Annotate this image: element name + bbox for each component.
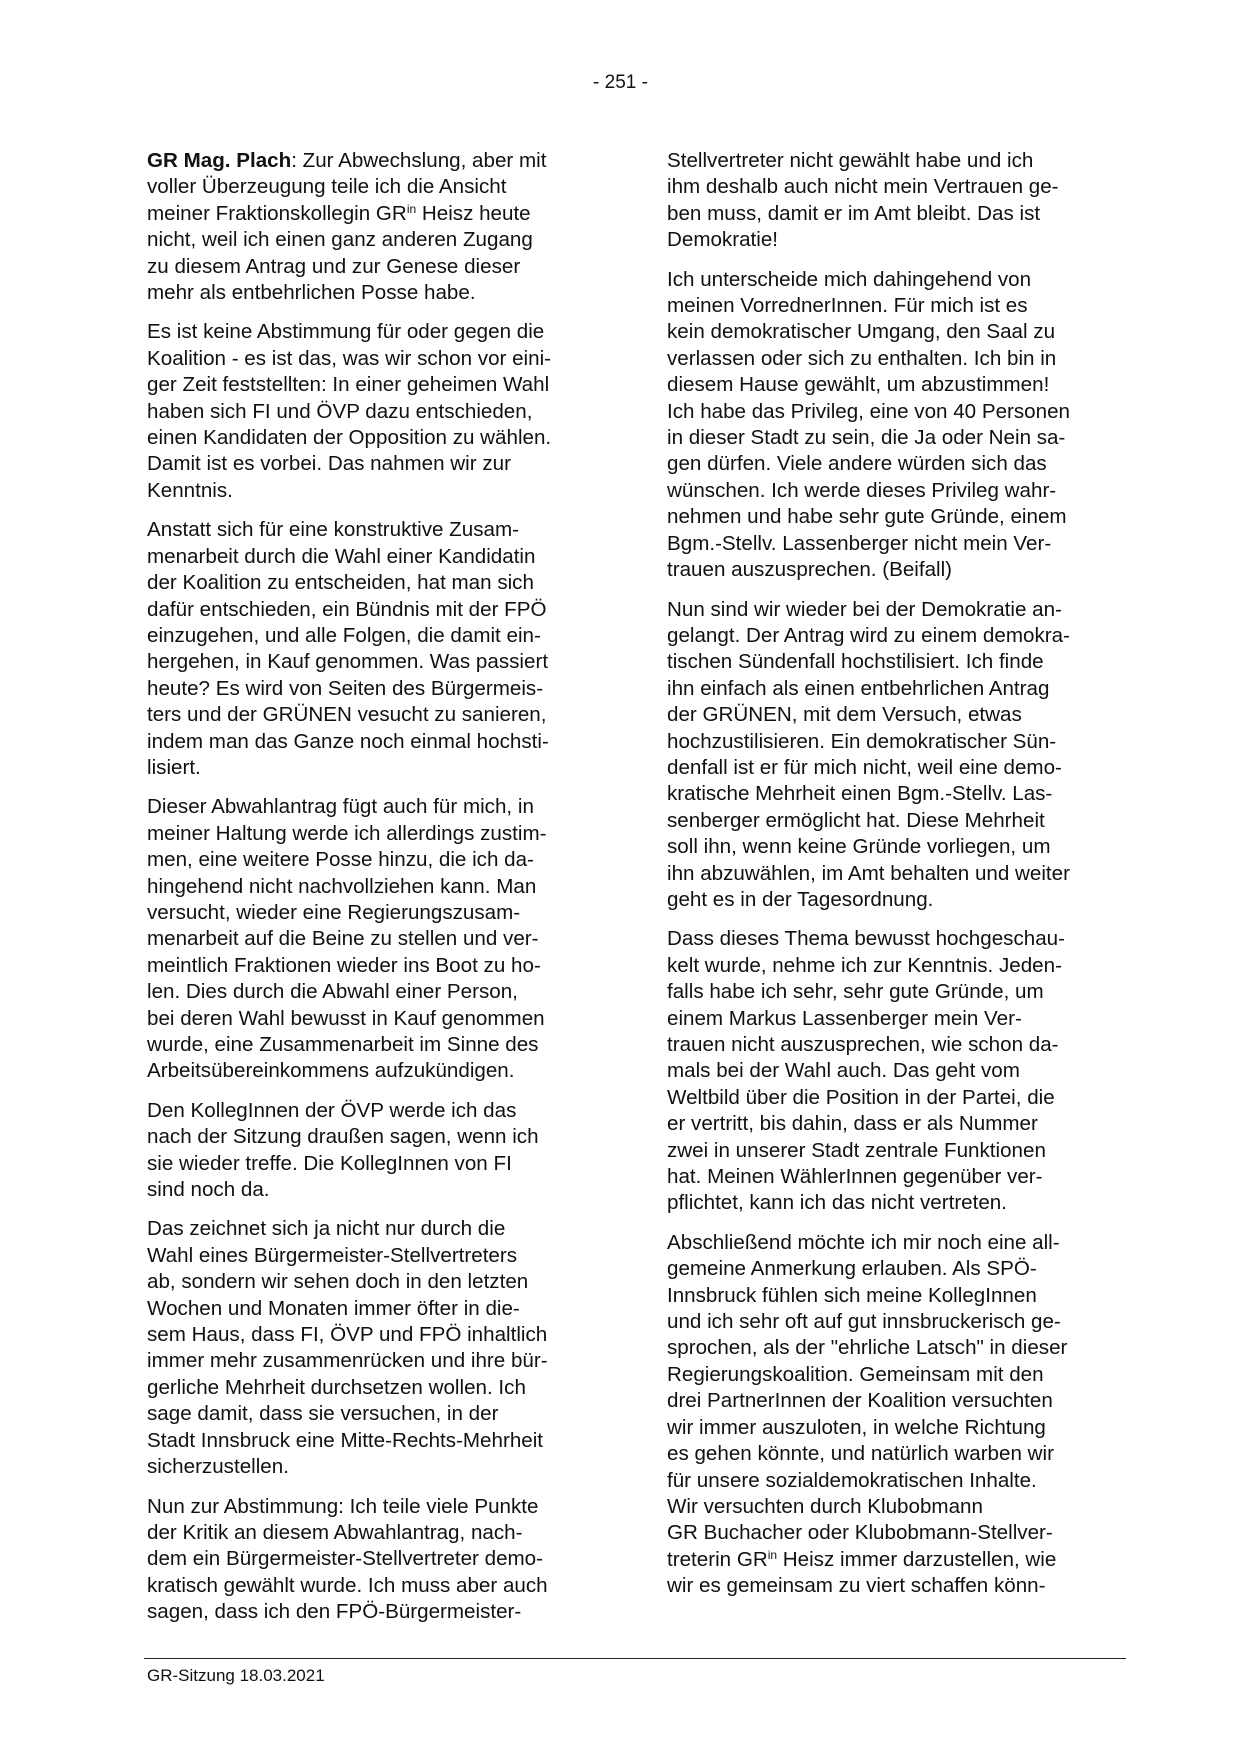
paragraph: Anstatt sich für eine konstruktive Zusam- menarbeit durch die Wahl einer Kandidatin der Koalition zu entscheiden, hat man sich dafür entschieden, ein Bündnis mit der FPÖ einzugehen, und alle Folgen, die damit ein- hergehen, in Kauf genommen. Was passiert heute? Es wird von Seiten des Bürgermeis- ters und der GRÜNEN vesucht zu sanieren, indem man das Ganze noch einmal hochsti- lisiert. bbox=[147, 518, 549, 779]
right-column bbox=[667, 148, 1119, 1613]
paragraph: Es ist keine Abstimmung für oder gegen die Koalition - es ist das, was wir schon vor eini- ger Zeit feststellten: In einer geheimen Wahl haben sich FI und ÖVP dazu entschieden, einen Kandidaten der Opposition zu wählen. Damit ist es vorbei. Das nahmen wir zur Kenntnis. bbox=[147, 320, 552, 502]
paragraph: Dieser Abwahlantrag fügt auch für mich, in meiner Haltung werde ich allerdings zustim- men, eine weitere Posse hinzu, die ich da- hingehend nicht nachvollziehen kann. Man versucht, wieder eine Regierungszusam- menarbeit auf die Beine zu stellen und ver- meintlich Fraktionen wieder ins Boot zu ho- len. Dies durch die Abwahl einer Person, bei deren Wahl bewusst in Kauf genommen wurde, eine Zusammenarbeit im Sinne des Arbeitsübereinkommens aufzukündigen. bbox=[147, 795, 547, 1083]
paragraph: Stellvertreter nicht gewählt habe und ich ihm deshalb auch nicht mein Vertrauen ge- ben muss, damit er im Amt bleibt. Das ist Demokratie! bbox=[667, 149, 1059, 252]
paragraph: Das zeichnet sich ja nicht nur durch die Wahl eines Bürgermeister-Stellvertreters ab, sondern wir sehen doch in den letzten Wochen und Monaten immer öfter in die- sem Haus, dass FI, ÖVP und FPÖ inhaltlich immer mehr zusammenrücken und ihre bür- gerliche Mehrheit durchsetzen wollen. Ich sage damit, dass sie versuchen, in der Stadt Innsbruck eine Mitte-Rechts-Mehrheit sicherzustellen. bbox=[147, 1217, 548, 1479]
paragraph: Abschließend möchte ich mir noch eine all- gemeine Anmerkung erlauben. Als SPÖ- Innsbruck fühlen sich meine KollegInnen und ich sehr oft auf gut innsbruckerisch ge- sprochen, als der "ehrliche Latsch" in dieser Regierungskoalition. Gemeinsam mit den drei PartnerInnen der Koalition versuchten wir immer auszuloten, in welche Richtung es gehen könnte, und natürlich warben wir für unsere sozialdemokratischen Inhalte. Wir versuchten durch Klubobmann GR Buchacher oder Klubobmann-Stellver- treterin $GR^{in}$ Heisz immer darzustellen, wie wir es gemeinsam zu viert schaffen könn- bbox=[667, 1230, 1068, 1598]
superscript: in bbox=[406, 201, 417, 216]
paragraph: GR Mag. Plach: Zur Abwechslung, aber mit voller Überzeugung teile ich die Ansicht meiner Fraktionskollegin $GR^{in}$ Heisz heute nicht, weil ich einen ganz anderen Zugang zu diesem Antrag und zur Genese dieser mehr als entbehrlichen Posse habe. bbox=[147, 149, 547, 305]
left-column bbox=[147, 148, 595, 1639]
paragraph: Den KollegInnen der ÖVP werde ich das nach der Sitzung draußen sagen, wenn ich sie wieder treffe. Die KollegInnen von FI sind noch da. bbox=[147, 1098, 539, 1202]
footer-divider bbox=[144, 1658, 1126, 1659]
footer-session-date: GR-Sitzung 18.03.2021 bbox=[147, 1666, 325, 1685]
paragraph: Nun zur Abstimmung: Ich teile viele Punkte der Kritik an diesem Abwahlantrag, nach- dem ein Bürgermeister-Stellvertreter demo- kratisch gewählt wurde. Ich muss aber auch sagen, dass ich den FPÖ-Bürgermeister- bbox=[147, 1494, 548, 1624]
speaker-name: GR Mag. Plach bbox=[147, 149, 292, 172]
paragraph: Nun sind wir wieder bei der Demokratie an- gelangt. Der Antrag wird zu einem demokra- tischen Sündenfall hochstilisiert. Ich finde ihn einfach als einen entbehrlichen Antrag der GRÜNEN, mit dem Versuch, etwas hochzustilisieren. Ein demokratischer Sün- denfall ist er für mich nicht, weil eine demo- kratische Mehrheit einen Bgm.-Stellv. Las- senberger ermöglicht hat. Diese Mehrheit soll ihn, wenn keine Gründe vorliegen, um ihn abzuwählen, im Amt behalten und weiter geht es in der Tagesordnung. bbox=[667, 597, 1070, 911]
paragraph: Ich unterscheide mich dahingehend von meinen VorrednerInnen. Für mich ist es kein demokratischer Umgang, den Saal zu verlassen oder sich zu enthalten. Ich bin in diesem Hause gewählt, um abzustimmen! Ich habe das Privileg, eine von 40 Personen in dieser Stadt zu sein, die Ja oder Nein sa- gen dürfen. Viele andere würden sich das wünschen. Ich werde dieses Privileg wahr- nehmen und habe sehr gute Gründe, einem Bgm.-Stellv. Lassenberger nicht mein Ver- trauen auszusprechen. (Beifall) bbox=[667, 267, 1070, 582]
superscript: in bbox=[767, 1547, 778, 1562]
paragraph: Dass dieses Thema bewusst hochgeschau- kelt wurde, nehme ich zur Kenntnis. Jeden- falls habe ich sehr, sehr gute Gründe, um einem Markus Lassenberger mein Ver- trauen nicht auszusprechen, wie schon da- mals bei der Wahl auch. Das geht vom Weltbild über die Position in der Partei, die er vertritt, bis dahin, dass er als Nummer zwei in unserer Stadt zentrale Funktionen hat. Meinen WählerInnen gegenüber ver- pflichtet, kann ich das nicht vertreten. bbox=[667, 927, 1065, 1215]
page-number: - 251 - bbox=[593, 72, 648, 93]
